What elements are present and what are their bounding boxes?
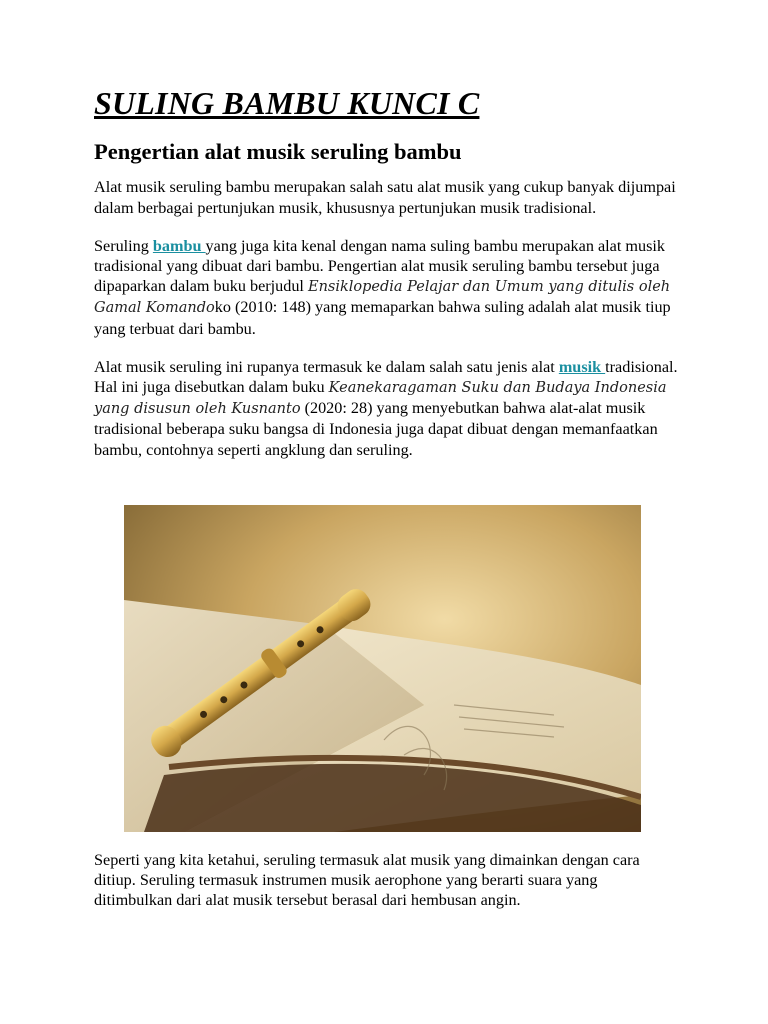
- paragraph-text: ko (2010: 148) yang memaparkan bahwa suling adalah alat musik tiup yang terbuat dari bambu.: [94, 298, 671, 338]
- flute-on-book-photo: [124, 505, 641, 832]
- book-title-italic: Keanekaragaman Suku dan Budaya Indonesia yang disusun oleh Kusnanto: [94, 380, 667, 418]
- paragraph-classification: [94, 357, 679, 460]
- book-title-italic: Ensiklopedia Pelajar dan Umum yang ditulis oleh Gamal Komando: [94, 279, 671, 317]
- paragraph-text: tradisional. Hal ini juga disebutkan dalam buku: [94, 357, 678, 397]
- paragraph-aerophone: Seperti yang kita ketahui, seruling termasuk alat musik yang dimainkan dengan cara ditiup. Seruling termasuk instrumen musik aerophone yang berarti suara yang ditimbulkan dari alat musik tersebut berasal dari hembusan angin.: [94, 851, 640, 910]
- link-musik[interactable]: musik: [558, 357, 606, 376]
- document-page: [94, 84, 679, 910]
- paragraph-intro: Alat musik seruling bambu merupakan salah satu alat musik yang cukup banyak dijumpai dalam berbagai pertunjukan musik, khususnya pertunjukan musik tradisional.: [94, 178, 676, 217]
- paragraph-text: (2020: 28) yang menyebutkan bahwa alat-alat musik tradisional beberapa suku bangsa di Indonesia juga dapat dibuat dengan memanfaatkan bambu, contohnya seperti angklung dan seruling.: [94, 399, 658, 459]
- section-heading: Pengertian alat musik seruling bambu: [94, 139, 462, 165]
- document-title: SULING BAMBU KUNCI C: [94, 85, 480, 121]
- paragraph-definition: [94, 236, 679, 339]
- paragraph-text: Seruling: [94, 236, 153, 255]
- paragraph-text: yang juga kita kenal dengan nama suling bambu merupakan alat musik tradisional yang dibuat dari bambu. Pengertian alat musik seruling bambu tersebut juga dipaparkan dalam buku berjudul: [94, 236, 665, 296]
- link-bambu[interactable]: bambu: [152, 236, 206, 255]
- paragraph-text: Alat musik seruling ini rupanya termasuk ke dalam salah satu jenis alat: [94, 357, 559, 376]
